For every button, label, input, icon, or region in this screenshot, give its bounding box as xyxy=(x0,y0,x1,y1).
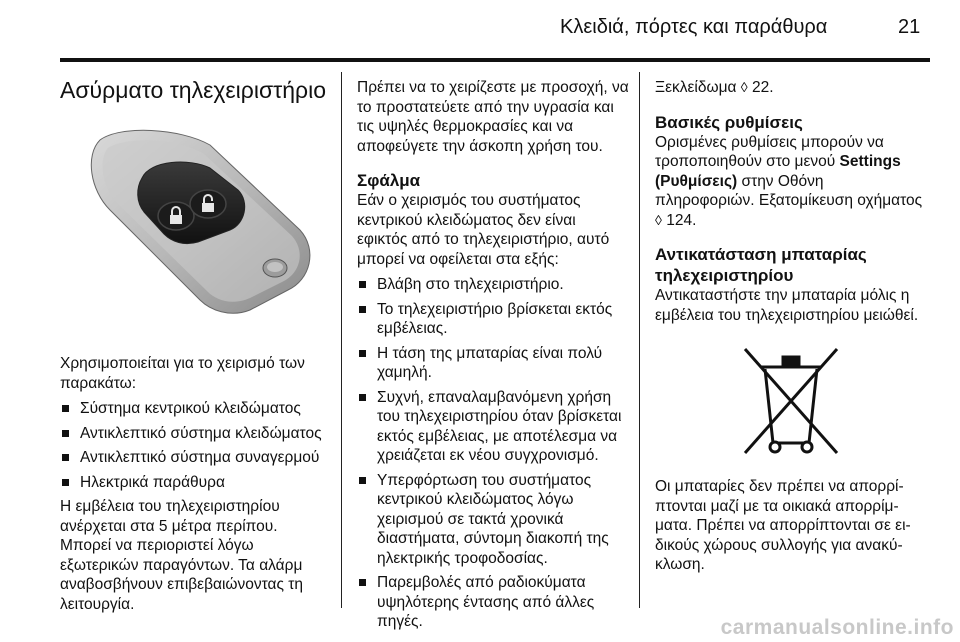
page-number: 21 xyxy=(898,16,921,38)
list-item: Αντικλεπτικό σύστημα κλειδώματος xyxy=(60,424,332,444)
intro-text: Χρησιμοποιείται για το χειρισμό των παρακάτω: xyxy=(60,355,305,392)
list-item: Υπερφόρτωση του συστήματος κεντρικού κλειδώματος λόγω χειρισμού σε τακτά χρονικά διαστήματα, σύντομη διακοπή της ηλεκτρικής τροφοδοσίας. xyxy=(357,471,629,569)
watermark: carmanualsonline.info xyxy=(720,616,954,639)
running-header-title: Κλειδιά, πόρτες και παράθυρα xyxy=(560,16,828,38)
bullet-icon xyxy=(359,350,366,357)
page-reference-icon: ◊ xyxy=(655,211,662,228)
handling-text: Πρέπει να το χειρίζεστε με προσοχή, να το προστατεύετε από την υγρασία και τις υψηλές θερμοκρασίες και να αποφεύγετε την άσκοπη χρήση του. xyxy=(357,79,629,155)
middle-column xyxy=(357,78,629,637)
bullet-icon xyxy=(62,454,69,461)
page-reference-icon: ◊ xyxy=(740,79,748,95)
remote-key-illustration xyxy=(60,120,332,330)
column-divider-2 xyxy=(639,72,640,608)
header-rule xyxy=(60,58,930,62)
bullet-icon xyxy=(359,477,366,484)
battery-heading: Αντικατάσταση μπαταρίας τηλεχειριστηρίου xyxy=(655,245,867,285)
unlock-reference: Ξεκλείδωμα ◊ 22. xyxy=(655,79,774,96)
list-item: Ηλεκτρικά παράθυρα xyxy=(60,473,332,493)
column-divider-1 xyxy=(341,72,342,608)
fault-heading: Σφάλμα xyxy=(357,171,421,190)
list-item: Βλάβη στο τηλεχειριστήριο. xyxy=(357,275,629,295)
disposal-text: Οι μπαταρίες δεν πρέπει να απορρίπτονται μαζί με τα οικιακά απορρίμματα. Πρέπει να απορρίπτονται σε ειδικούς χώρους συλλογής για ανακύκλωση. xyxy=(655,478,911,573)
list-item: Σύστημα κεντρικού κλειδώματος xyxy=(60,399,332,419)
list-item: Αντικλεπτικό σύστημα συναγερμού xyxy=(60,448,332,468)
basic-settings-heading: Βασικές ρυθμίσεις xyxy=(655,112,803,132)
section-heading: Ασύρματο τηλεχειριστήριο xyxy=(60,77,327,103)
list-item: Το τηλεχειριστήριο βρίσκεται εκτός εμβέλειας. xyxy=(357,300,629,339)
settings-menu-label: Settings (Ρυθμίσεις) xyxy=(655,153,901,190)
range-paragraph: Η εμβέλεια του τηλεχειριστηρίου ανέρχεται στα 5 μέτρα περίπου. Μπορεί να περιοριστεί λόγω εξωτερικών παραγόντων. Τα αλάρμ αναβοσβήνουν επιβεβαιώνοντας τη λειτουργία. xyxy=(60,498,304,613)
bullet-icon xyxy=(359,306,366,313)
basic-settings-text: Ορισμένες ρυθμίσεις μπορούν να τροποποιηθούν στο μενού Settings (Ρυθμίσεις) στην Οθόνη πληροφοριών. Εξατομίκευση οχήματος ◊ 124. xyxy=(655,133,923,229)
fault-list xyxy=(357,275,629,632)
bullet-icon xyxy=(359,281,366,288)
left-column xyxy=(60,76,332,614)
list-item: Η τάση της μπαταρίας είναι πολύ χαμηλή. xyxy=(357,344,629,383)
bullet-icon xyxy=(359,394,366,401)
function-list xyxy=(60,399,332,492)
list-item: Συχνή, επαναλαμβανόμενη χρήση του τηλεχειριστηρίου όταν βρίσκεται εκτός εμβέλειας, με αποτέλεσμα να χρειάζεται εκ νέου συγχρονισμό. xyxy=(357,388,629,466)
battery-text: Αντικαταστήστε την μπαταρία μόλις η εμβέλεια του τηλεχειριστηρίου μειώθεί. xyxy=(655,287,919,324)
bullet-icon xyxy=(62,405,69,412)
bullet-icon xyxy=(62,479,69,486)
right-column xyxy=(655,78,927,575)
list-item: Παρεμβολές από ραδιοκύματα υψηλότερης έντασης από άλλες πηγές. xyxy=(357,573,629,632)
bullet-icon xyxy=(62,430,69,437)
crossed-bin-icon xyxy=(655,345,927,457)
fault-text: Εάν ο χειρισμός του συστήματος κεντρικού κλειδώματος δεν είναι εφικτός από το τηλεχειριστήριο, αυτό μπορεί να οφείλεται στα εξής: xyxy=(357,192,610,268)
bullet-icon xyxy=(359,579,366,586)
